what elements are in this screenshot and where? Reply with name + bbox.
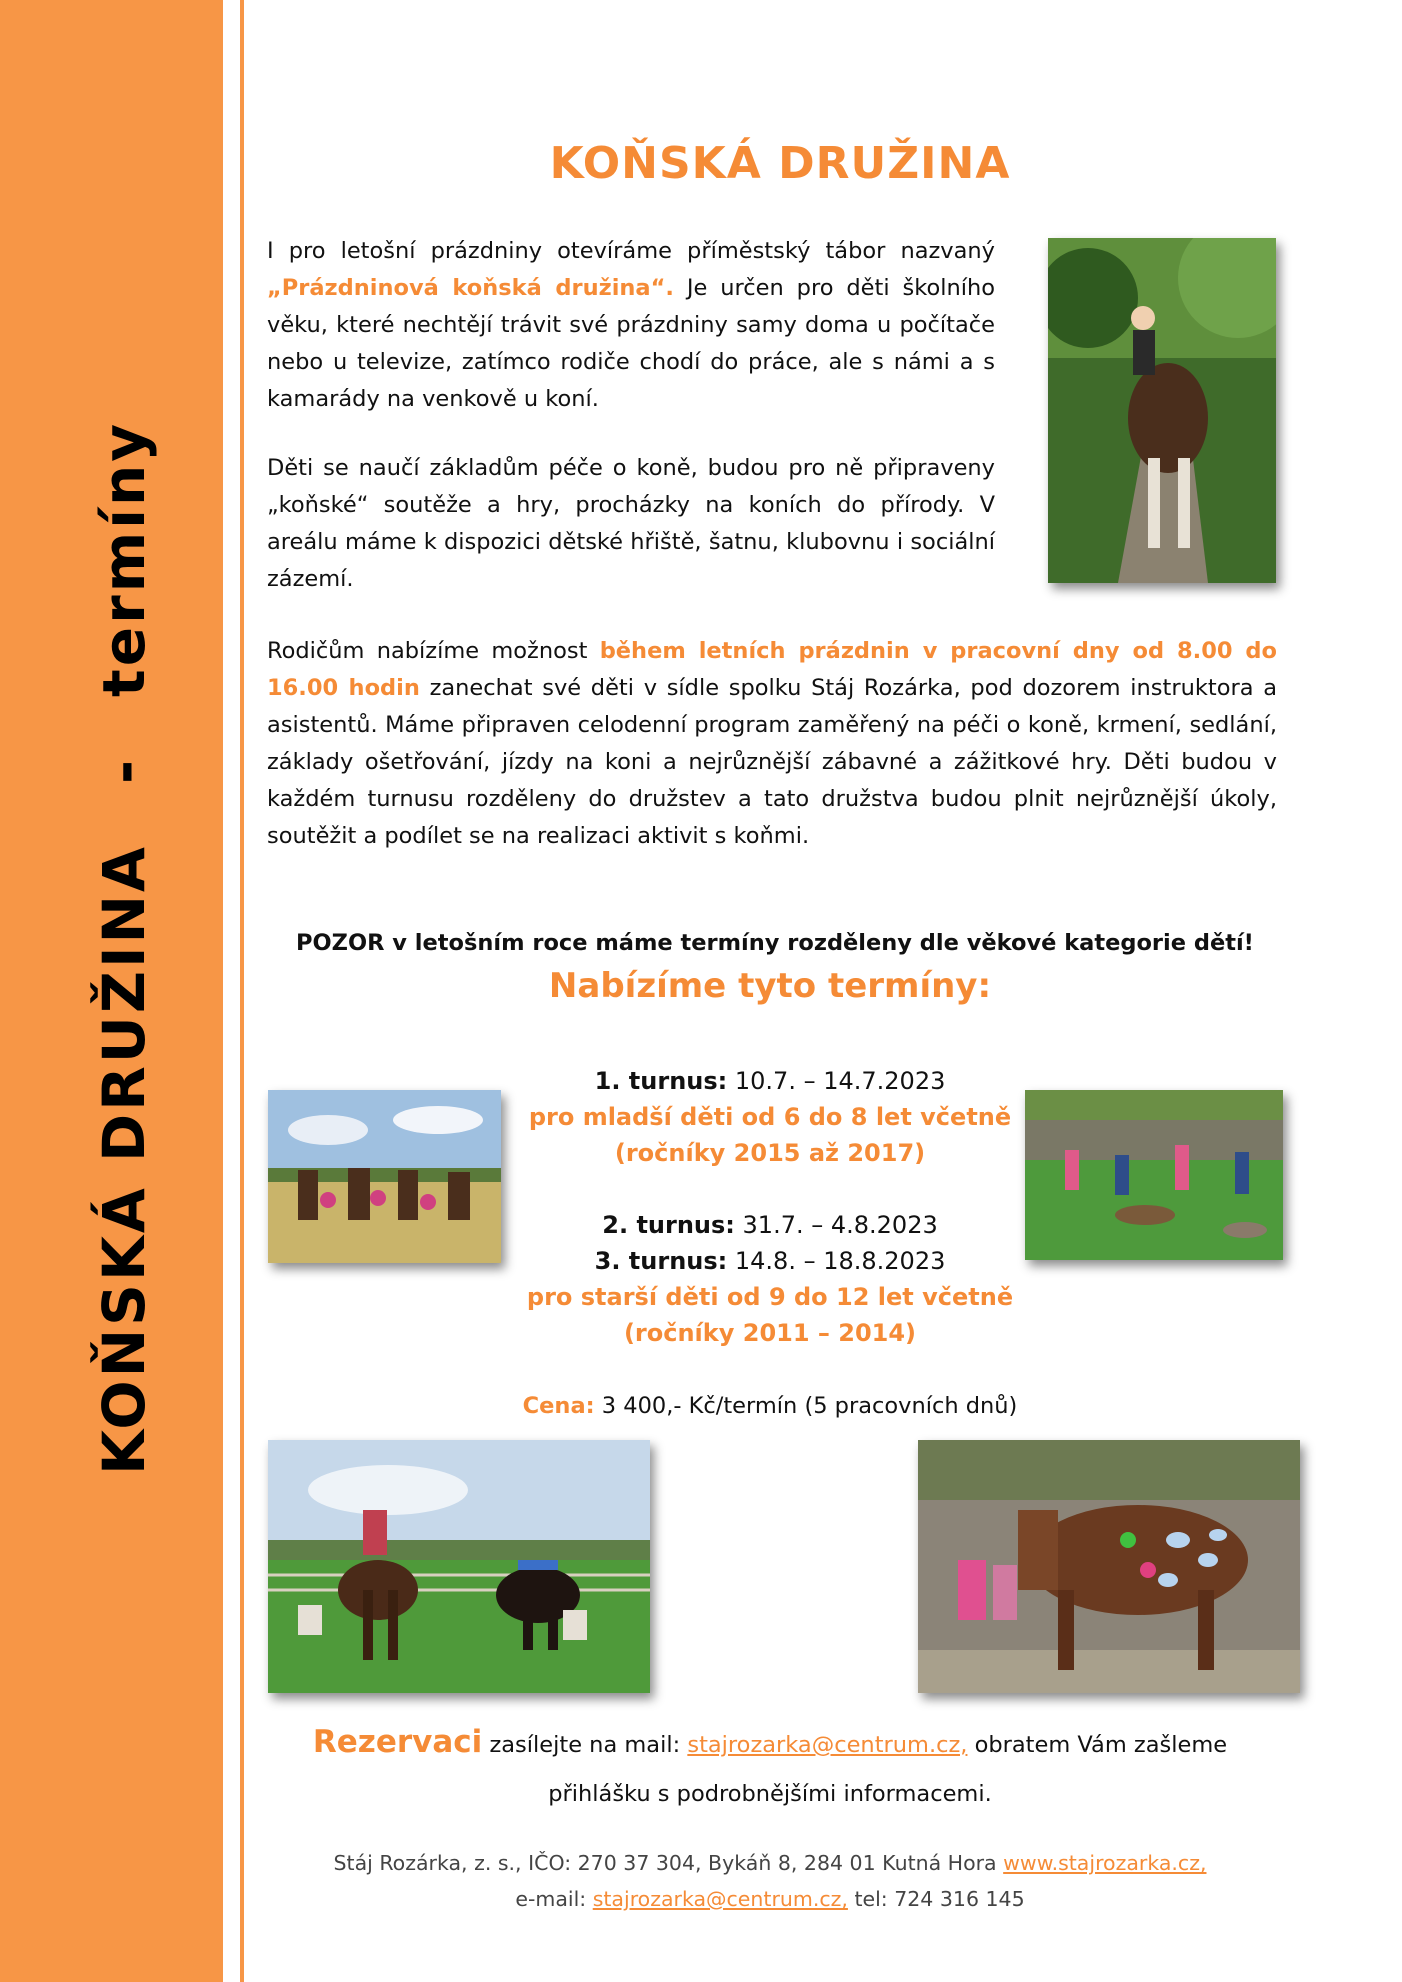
photo-painted-horse	[918, 1440, 1300, 1693]
terms-heading: Nabízíme tyto termíny:	[548, 966, 992, 1006]
photo-forest-ride	[1048, 238, 1276, 583]
footer-email-link[interactable]: stajrozarka@centrum.cz,	[592, 1887, 848, 1911]
age-notice: POZOR v letošním roce máme termíny rozděleny dle věkové kategorie dětí!	[296, 930, 1254, 956]
price-line	[380, 1388, 1160, 1424]
orange-sidebar	[0, 0, 223, 1982]
reservation-line-1	[270, 1722, 1270, 1765]
term-1-dates: 10.7. – 14.7.2023	[734, 1067, 946, 1095]
term-1	[520, 1063, 1020, 1099]
footer-line-2	[280, 1881, 1260, 1917]
term-2-dates: 31.7. – 4.8.2023	[742, 1211, 938, 1239]
intro-p1-highlight: „Prázdninová koňská družina“.	[267, 275, 674, 301]
photo-children-games	[1025, 1090, 1283, 1260]
footer-line-1	[280, 1845, 1260, 1881]
group-2-years: (ročníky 2011 – 2014)	[623, 1319, 917, 1347]
reservation-email-link[interactable]: stajrozarka@centrum.cz,	[687, 1732, 968, 1758]
price-value: 3 400,- Kč/termín (5 pracovních dnů)	[601, 1393, 1018, 1419]
page-title: KOŇSKÁ DRUŽINA	[549, 138, 1011, 189]
intro-p3-highlight: během letních prázdnin v pracovní dny od 8.00 do 16.00 hodin	[267, 638, 1277, 701]
footer-address: Stáj Rozárka, z. s., IČO: 270 37 304, Bykáň 8, 284 01 Kutná Hora	[333, 1851, 997, 1875]
intro-paragraph-1	[267, 233, 995, 418]
reservation-text-2: obratem Vám zašleme	[974, 1732, 1228, 1758]
sidebar-title-main: KOŇSKÁ DRUŽINA	[90, 844, 158, 1475]
price-label: Cena:	[522, 1393, 595, 1419]
intro-p3-after: zanechat své děti v sídle spolku Stáj Rozárka, pod dozorem instruktora a asistentů. Máme připraven celodenní program zaměřený na péči o koně, krmení, sedlání, základy ošetřování, jízdy na koni a nejrůznější zábavné a zážitkové hry. Děti budou v každém turnusu rozděleny do družstev a tato družstva budou plnit nejrůznější úkoly, soutěžit a podílet se na realizaci aktivit s koňmi.	[267, 675, 1277, 849]
sidebar-title-sub: termíny	[90, 420, 158, 697]
intro-p1-after: Je určen pro děti školního věku, které nechtějí trávit své prázdniny samy doma u počítače nebo u televize, zatímco rodiče chodí do práce, ale s námi a s kamarády na venkově u koní.	[267, 275, 996, 412]
term-3-label: 3. turnus:	[594, 1247, 728, 1275]
sidebar-title-dash: -	[90, 756, 158, 785]
term-3	[520, 1243, 1020, 1279]
reservation-label: Rezervaci	[312, 1724, 483, 1760]
sidebar-vertical-title	[90, 421, 158, 1475]
footer-email-label: e-mail:	[515, 1887, 587, 1911]
footer-website-link[interactable]: www.stajrozarka.cz,	[1003, 1851, 1207, 1875]
term-1-label: 1. turnus:	[594, 1067, 728, 1095]
intro-p3-before: Rodičům nabízíme možnost	[267, 638, 588, 664]
group-1-ages: pro mladší děti od 6 do 8 let včetně	[528, 1103, 1012, 1131]
group-1-years: (ročníky 2015 až 2017)	[614, 1139, 926, 1167]
group-2-ages: pro starší děti od 9 do 12 let včetně	[526, 1283, 1014, 1311]
footer-phone: tel: 724 316 145	[854, 1887, 1025, 1911]
photo-group-field	[268, 1090, 501, 1263]
sidebar-divider-line	[240, 0, 244, 1982]
photo-arena-riding	[268, 1440, 650, 1693]
term-3-dates: 14.8. – 18.8.2023	[734, 1247, 946, 1275]
intro-paragraph-3	[267, 633, 1277, 855]
term-2	[520, 1207, 1020, 1243]
term-2-label: 2. turnus:	[602, 1211, 735, 1239]
intro-p1-before: I pro letošní prázdniny otevíráme příměstský tábor nazvaný	[267, 238, 995, 264]
reservation-text-1: zasílejte na mail:	[489, 1732, 681, 1758]
intro-paragraph-2: Děti se naučí základům péče o koně, budou pro ně připraveny „koňské“ soutěže a hry, procházky na koních do přírody. V areálu máme k dispozici dětské hřiště, šatnu, klubovnu i sociální zázemí.	[267, 455, 995, 592]
reservation-line-2: přihlášku s podrobnějšími informacemi.	[548, 1781, 992, 1807]
